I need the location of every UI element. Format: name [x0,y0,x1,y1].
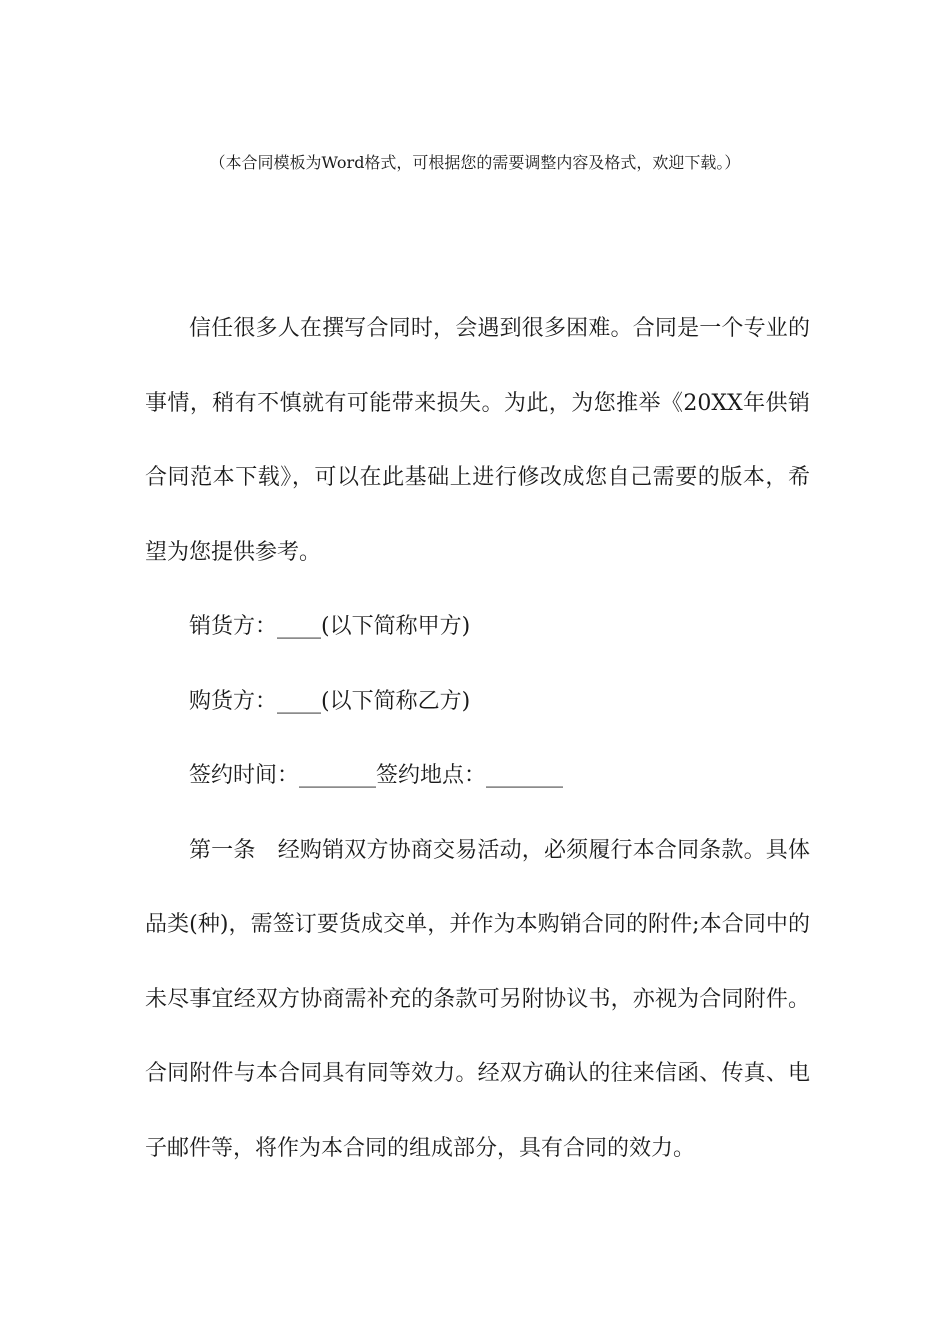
article-one-paragraph: 第一条 经购销双方协商交易活动，必须履行本合同条款。具体品类(种)，需签订要货成交单，并作为本购销合同的附件;本合同中的未尽事宜经双方协商需补充的条款可另附协议书，亦视为合同附件。合同附件与本合同具有同等效力。经双方确认的往来信函、传真、电子邮件等，将作为本合同的组成部分，具有合同的效力。 [145,837,810,1161]
template-note: （本合同模板为Word格式，可根据您的需要调整内容及格式，欢迎下载。） [209,153,741,172]
contract-body [145,292,810,1186]
buyer-line: 购货方：____(以下简称乙方) [189,688,471,714]
signing-time-place-line: 签约时间：_______签约地点：_______ [189,763,564,788]
seller-line: 销货方：____(以下简称甲方) [189,614,471,639]
intro-paragraph: 信任很多人在撰写合同时，会遇到很多困难。合同是一个专业的事情，稍有不慎就有可能带来损失。为此，为您推举《20XX年供销合同范本下载》，可以在此基础上进行修改成您自己需要的版本，希望为您提供参考。 [145,316,810,565]
